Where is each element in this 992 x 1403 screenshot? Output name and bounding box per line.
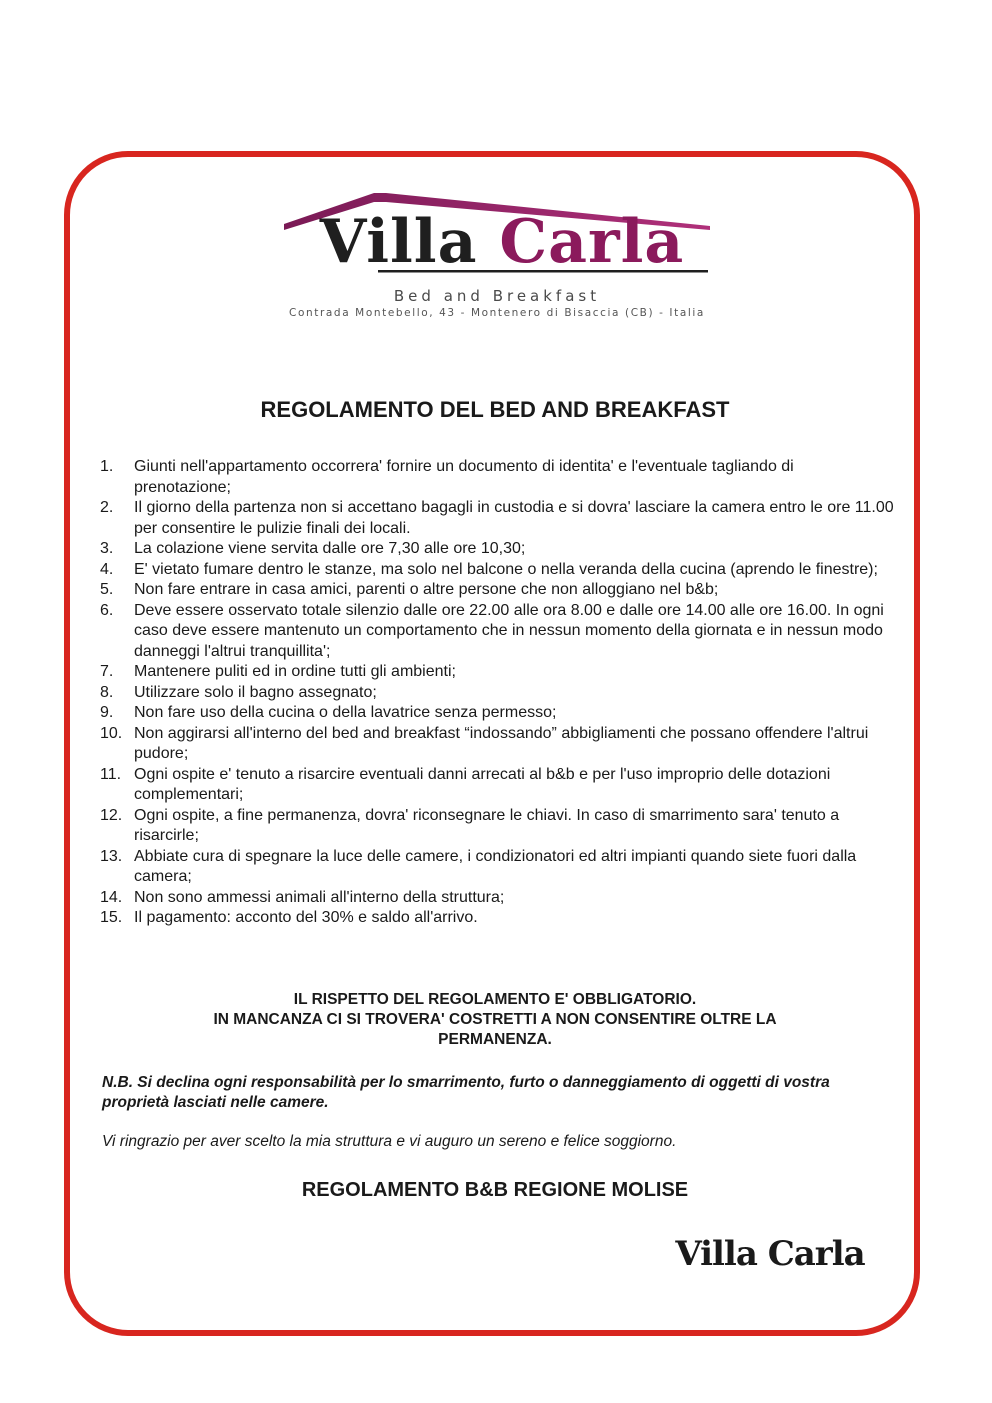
rule-text: Ogni ospite e' tenuto a risarcire eventuali danni arrecati al b&b e per l'uso improprio delle dotazioni complementari; — [134, 765, 831, 803]
rule-item — [100, 580, 900, 601]
rule-number: 3. — [100, 540, 114, 557]
warning-block — [100, 990, 890, 1050]
footer-title: REGOLAMENTO B&B REGIONE MOLISE — [301, 1179, 689, 1201]
rule-number: 2. — [100, 499, 114, 516]
logo — [282, 190, 712, 325]
rule-item — [100, 601, 900, 663]
rule-item — [100, 498, 900, 539]
rule-item — [100, 724, 900, 765]
warning-line: IN MANCANZA CI SI TROVERA' COSTRETTI A NON CONSENTIRE OLTRE LA — [213, 1011, 777, 1028]
rule-item — [100, 703, 900, 724]
rule-number: 10. — [100, 724, 123, 742]
rule-text: Ogni ospite, a fine permanenza, dovra' riconsegnare le chiavi. In caso di smarrimento sara' tenuto a risarcirle; — [134, 806, 840, 844]
brand-name-part2: Carla — [499, 207, 685, 277]
rule-number: 15. — [100, 909, 123, 926]
rule-item — [100, 539, 900, 560]
rule-item — [100, 457, 900, 498]
rule-item — [100, 683, 900, 704]
rule-number: 11. — [100, 765, 122, 783]
rule-number: 13. — [100, 847, 123, 865]
rule-item — [100, 806, 900, 847]
rule-number: 6. — [100, 601, 114, 619]
thanks-note: Vi ringrazio per aver scelto la mia struttura e vi auguro un sereno e felice soggiorno. — [102, 1133, 677, 1150]
rule-text: Il giorno della partenza non si accettano bagagli in custodia e si dovra' lasciare la camera entro le ore 11.00 per consentire le pulizie finali dei locali. — [134, 499, 894, 537]
rule-number: 14. — [100, 888, 123, 906]
rules-list — [100, 457, 900, 929]
disclaimer-note: N.B. Si declina ogni responsabilità per lo smarrimento, furto o danneggiamento di oggetti di vostra proprietà lasciati nelle camere. — [102, 1074, 830, 1111]
rule-text: Non fare entrare in casa amici, parenti o altre persone che non alloggiano nel b&b; — [134, 581, 719, 598]
rule-number: 4. — [100, 560, 114, 578]
rule-text: La colazione viene servita dalle ore 7,30 alle ore 10,30; — [134, 540, 526, 557]
brand-tagline: Bed and Breakfast — [393, 287, 601, 305]
rule-number: 5. — [100, 581, 114, 598]
brand-address: Contrada Montebello, 43 - Montenero di Bisaccia (CB) - Italia — [289, 307, 705, 319]
rule-item — [100, 908, 900, 929]
rule-number: 7. — [100, 663, 114, 680]
signature: Villa Carla — [675, 1234, 865, 1274]
warning-line: IL RISPETTO DEL REGOLAMENTO E' OBBLIGATORIO. — [293, 991, 697, 1008]
rule-item — [100, 765, 900, 806]
rule-number: 9. — [100, 704, 114, 721]
rule-item — [100, 888, 900, 909]
rule-number: 12. — [100, 806, 123, 824]
rule-item — [100, 847, 900, 888]
brand-name — [292, 207, 712, 277]
rule-text: Mantenere puliti ed in ordine tutti gli ambienti; — [134, 663, 456, 680]
rule-text: Non sono ammessi animali all'interno della struttura; — [134, 888, 505, 906]
rule-text: Giunti nell'appartamento occorrera' fornire un documento di identita' e l'eventuale tagliando di prenotazione; — [134, 458, 794, 496]
rule-text: Non aggirarsi all'interno del bed and breakfast “indossando” abbigliamenti che possano offendere l'altrui pudore; — [134, 724, 869, 762]
page-title: REGOLAMENTO DEL BED AND BREAKFAST — [260, 397, 730, 422]
rule-text: Non fare uso della cucina o della lavatrice senza permesso; — [134, 704, 557, 721]
rule-item — [100, 560, 900, 581]
brand-name-part1: Villa — [319, 207, 500, 277]
rule-text: Utilizzare solo il bagno assegnato; — [134, 683, 377, 701]
rule-number: 1. — [100, 458, 114, 475]
rule-item — [100, 662, 900, 683]
rule-text: Deve essere osservato totale silenzio dalle ore 22.00 alle ora 8.00 e dalle ore 14.00 alle ore 16.00. In ogni caso deve essere mantenuto un comportamento che in nessun momento della giornata e in nessun modo danneggi l'altrui tranquillita'; — [134, 601, 884, 660]
rule-number: 8. — [100, 683, 114, 701]
warning-line: PERMANENZA. — [438, 1031, 552, 1048]
rule-text: E' vietato fumare dentro le stanze, ma solo nel balcone o nella veranda della cucina (aprendo le finestre); — [134, 560, 878, 578]
rule-text: Abbiate cura di spegnare la luce delle camere, i condizionatori ed altri impianti quando siete fuori dalla camera; — [134, 847, 857, 885]
rule-text: Il pagamento: acconto del 30% e saldo all'arrivo. — [134, 909, 478, 926]
